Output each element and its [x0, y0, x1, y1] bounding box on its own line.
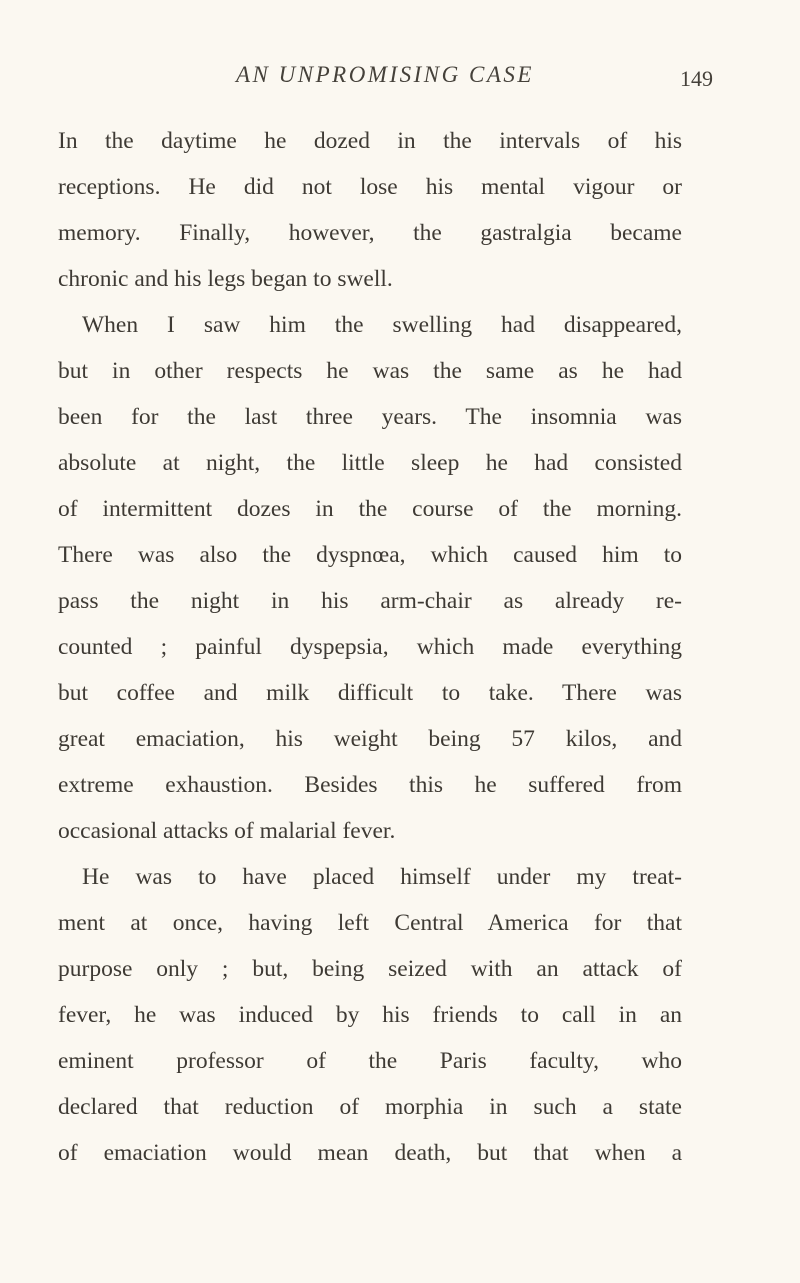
- text-line: great emaciation, his weight being 57 kilos, and: [58, 726, 682, 752]
- text-line: been for the last three years. The insomnia was: [58, 404, 682, 430]
- text-line: In the daytime he dozed in the intervals of his: [58, 128, 682, 154]
- text-line: He was to have placed himself under my treat-: [82, 864, 682, 890]
- running-title: AN UNPROMISING CASE: [236, 62, 534, 87]
- text-line: When I saw him the swelling had disappeared,: [82, 312, 682, 338]
- text-line: declared that reduction of morphia in such a state: [58, 1094, 682, 1120]
- text-line: of emaciation would mean death, but that when a: [58, 1140, 682, 1166]
- text-line: counted ; painful dyspepsia, which made everything: [58, 634, 682, 660]
- text-line: chronic and his legs began to swell.: [58, 266, 393, 292]
- running-head: [0, 62, 800, 98]
- text-line: receptions. He did not lose his mental vigour or: [58, 174, 682, 200]
- text-line: memory. Finally, however, the gastralgia became: [58, 220, 682, 246]
- text-line: but in other respects he was the same as he had: [58, 358, 682, 384]
- text-line: eminent professor of the Paris faculty, who: [58, 1048, 682, 1074]
- body-text: [58, 118, 682, 1176]
- text-line: absolute at night, the little sleep he had consisted: [58, 450, 682, 476]
- text-line: occasional attacks of malarial fever.: [58, 818, 396, 844]
- text-line: pass the night in his arm-chair as already re-: [58, 588, 682, 614]
- page-number: 149: [680, 66, 713, 91]
- text-line: There was also the dyspnœa, which caused him to: [58, 542, 682, 568]
- text-line: extreme exhaustion. Besides this he suffered from: [58, 772, 682, 798]
- text-line: ment at once, having left Central America for that: [58, 910, 682, 936]
- text-line: but coffee and milk difficult to take. There was: [58, 680, 682, 706]
- text-line: fever, he was induced by his friends to call in an: [58, 1002, 682, 1028]
- text-line: of intermittent dozes in the course of the morning.: [58, 496, 682, 522]
- text-line: purpose only ; but, being seized with an attack of: [58, 956, 682, 982]
